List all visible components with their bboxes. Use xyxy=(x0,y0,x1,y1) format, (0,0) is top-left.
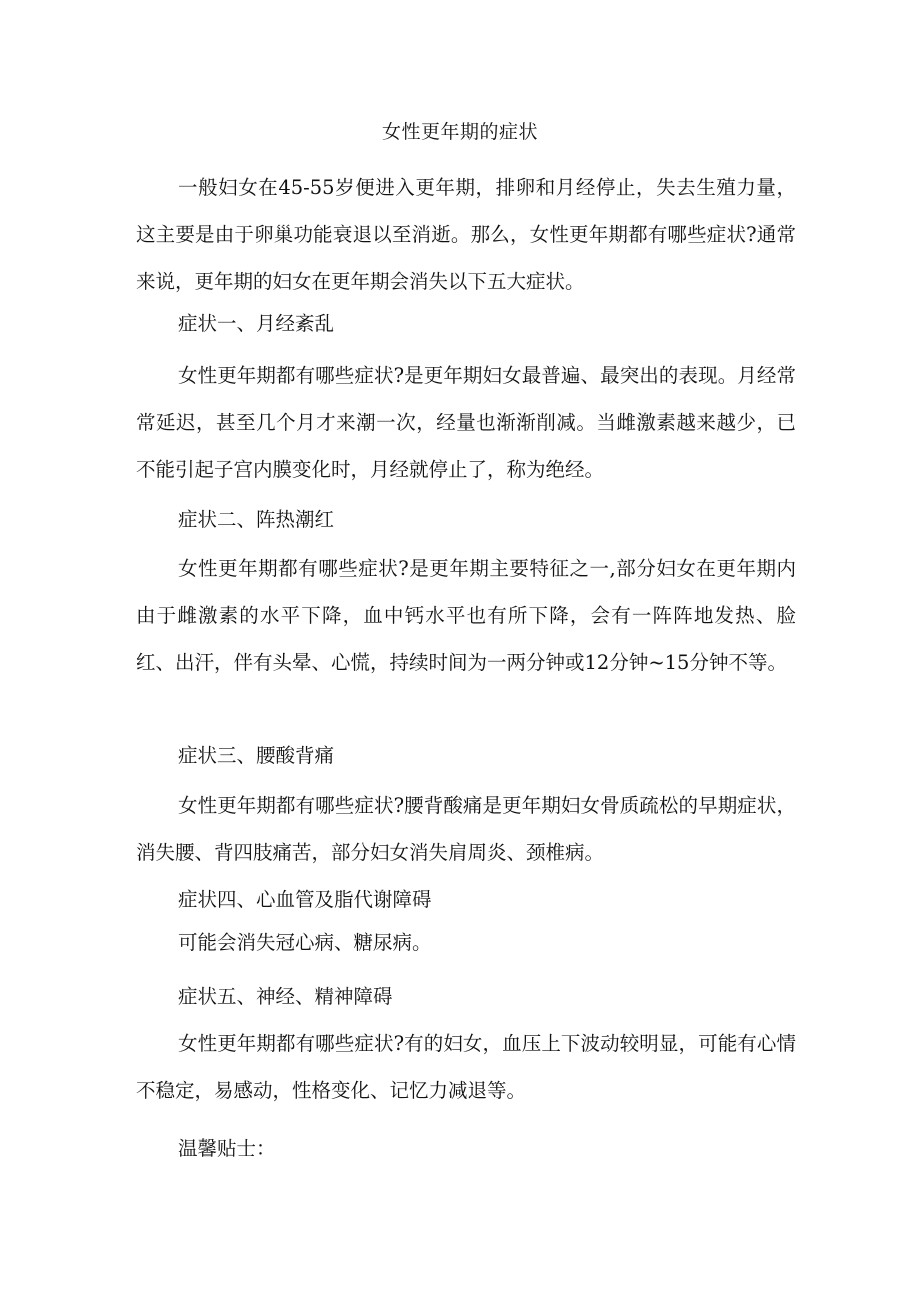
section-heading-3: 症状三、腰酸背痛 xyxy=(178,744,335,767)
intro-paragraph: 一般妇女在45-55岁便进入更年期，排卵和月经停止，失去生殖力量，这主要是由于卵巢功能衰退以至消逝。那么，女性更年期都有哪些症状?通常来说，更年期的妇女在更年期会消失以下五大症状。 xyxy=(136,176,796,293)
section-heading-2: 症状二、阵热潮红 xyxy=(178,508,335,531)
tip-label: 温馨贴士： xyxy=(178,1137,276,1160)
section-body-4: 可能会消失冠心病、糖尿病。 xyxy=(178,931,432,954)
section-body-2: 女性更年期都有哪些症状?是更年期主要特征之一,部分妇女在更年期内由于雌激素的水平下降，血中钙水平也有所下降，会有一阵阵地发热、脸红、出汗，伴有头晕、心慌，持续时间为一两分钟或12分钟~15分钟不等。 xyxy=(136,557,796,674)
document-title: 女性更年期的症状 xyxy=(381,121,538,143)
section-body-5: 女性更年期都有哪些症状?有的妇女，血压上下波动较明显，可能有心情不稳定，易感动，性格变化、记忆力减退等。 xyxy=(136,1032,796,1102)
section-body-1: 女性更年期都有哪些症状?是更年期妇女最普遍、最突出的表现。月经常常延迟，甚至几个月才来潮一次，经量也渐渐削减。当雌激素越来越少，已不能引起子宫内膜变化时，月经就停止了，称为绝经。 xyxy=(136,364,796,481)
section-heading-4: 症状四、心血管及脂代谢障碍 xyxy=(178,888,432,911)
section-heading-5: 症状五、神经、精神障碍 xyxy=(178,985,393,1008)
section-body-3: 女性更年期都有哪些症状?腰背酸痛是更年期妇女骨质疏松的早期症状，消失腰、背四肢痛苦，部分妇女消失肩周炎、颈椎病。 xyxy=(136,794,796,864)
section-heading-1: 症状一、月经紊乱 xyxy=(178,312,335,335)
